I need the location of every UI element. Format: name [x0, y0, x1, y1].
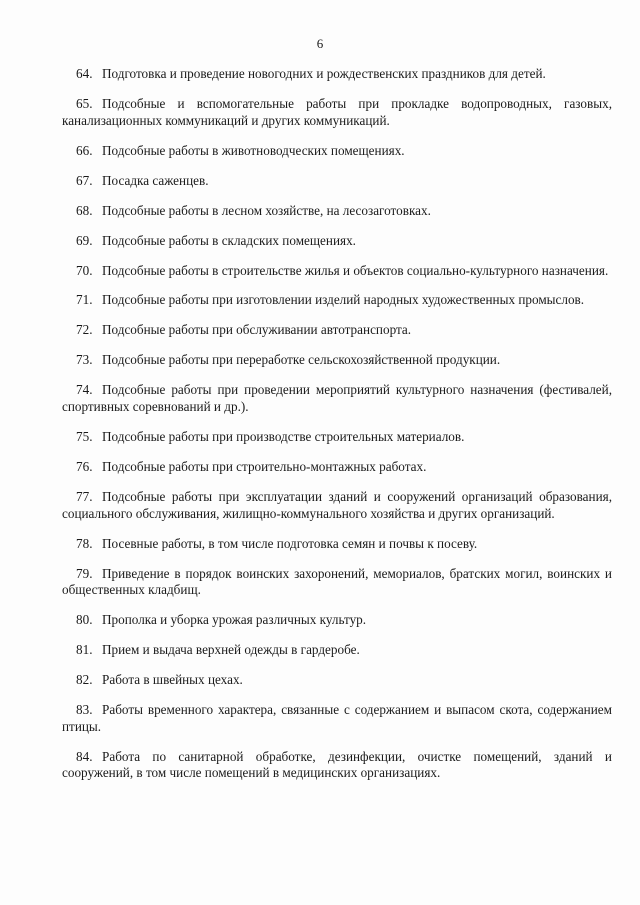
- list-item-number: 75.: [76, 429, 93, 445]
- list-item-number: 70.: [76, 262, 93, 278]
- list-item-text: Подсобные работы в складских помещениях.: [102, 232, 356, 248]
- list-item-text: Подсобные работы при переработке сельскохозяйственной продукции.: [102, 352, 501, 368]
- list-item-text: Работа по санитарной обработке, дезинфекции, очистке помещений, зданий и сооружений, в том числе помещений в медицинских организациях.: [62, 748, 612, 781]
- list-item-number: 82.: [76, 672, 93, 688]
- list-item-number: 73.: [76, 352, 93, 368]
- list-item-number: 81.: [76, 642, 93, 658]
- work-list: [62, 66, 612, 795]
- list-item: [62, 566, 612, 599]
- list-item: [62, 489, 612, 522]
- list-item-number: 80.: [76, 612, 93, 628]
- list-item-number: 83.: [76, 702, 93, 718]
- list-item-text: Приведение в порядок воинских захоронений, мемориалов, братских могил, воинских и общественных кладбищ.: [62, 565, 612, 598]
- list-item: [62, 459, 612, 476]
- list-item-text: Подсобные работы в строительстве жилья и объектов социально-культурного назначения.: [102, 262, 609, 278]
- list-item-text: Подсобные работы при изготовлении изделий народных художественных промыслов.: [102, 292, 585, 308]
- list-item: [62, 536, 612, 553]
- list-item-number: 84.: [76, 748, 93, 764]
- list-item-text: Посадка саженцев.: [102, 172, 209, 188]
- page-number: 6: [316, 36, 324, 51]
- list-item-number: 67.: [76, 172, 93, 188]
- list-item: [62, 203, 612, 220]
- list-item-number: 65.: [76, 95, 93, 111]
- list-item: [62, 143, 612, 160]
- list-item: [62, 429, 612, 446]
- list-item-text: Подсобные работы при строительно-монтажных работах.: [102, 459, 427, 474]
- list-item: [62, 292, 612, 309]
- list-item-text: Посевные работы, в том числе подготовка семян и почвы к посеву.: [102, 535, 478, 551]
- list-item-number: 77.: [76, 488, 93, 504]
- list-item: [62, 233, 612, 250]
- list-item-text: Подсобные и вспомогательные работы при прокладке водопроводных, газовых, канализационных коммуникаций и других коммуникаций.: [62, 95, 612, 128]
- list-item-text: Работы временного характера, связанные с содержанием и выпасом скота, содержанием птицы.: [62, 702, 612, 734]
- list-item: [62, 66, 612, 83]
- list-item-text: Подсобные работы при эксплуатации зданий и сооружений организаций образования, социального обслуживания, жилищно-коммунального хозяйства и других организаций.: [62, 488, 612, 521]
- list-item: [62, 382, 612, 415]
- list-item: [62, 702, 612, 735]
- list-item-text: Подсобные работы в лесном хозяйстве, на лесозаготовках.: [102, 202, 431, 218]
- list-item-text: Подсобные работы при проведении мероприятий культурного назначения (фестивалей, спортивных соревнований и др.).: [62, 382, 612, 415]
- list-item-number: 71.: [76, 292, 93, 308]
- list-item: [62, 749, 612, 782]
- list-item: [62, 96, 612, 129]
- list-item: [62, 612, 612, 629]
- list-item-text: Подсобные работы в животноводческих помещениях.: [102, 142, 405, 158]
- list-item: [62, 642, 612, 659]
- list-item-number: 76.: [76, 459, 93, 474]
- list-item: [62, 352, 612, 369]
- list-item-number: 64.: [76, 66, 93, 81]
- list-item-text: Подготовка и проведение новогодних и рождественских праздников для детей.: [102, 66, 546, 81]
- list-item-number: 72.: [76, 322, 93, 338]
- list-item-number: 69.: [76, 232, 93, 248]
- list-item: [62, 263, 612, 280]
- list-item-number: 78.: [76, 535, 93, 551]
- list-item-text: Прополка и уборка урожая различных культур.: [102, 612, 367, 628]
- list-item-text: Подсобные работы при производстве строительных материалов.: [102, 429, 465, 445]
- list-item-text: Работа в швейных цехах.: [102, 672, 243, 688]
- list-item-number: 74.: [76, 382, 93, 398]
- list-item: [62, 672, 612, 689]
- list-item-text: Прием и выдача верхней одежды в гардеробе.: [102, 642, 360, 658]
- list-item-number: 79.: [76, 565, 93, 581]
- list-item: [62, 322, 612, 339]
- list-item: [62, 173, 612, 190]
- list-item-number: 66.: [76, 142, 93, 158]
- list-item-text: Подсобные работы при обслуживании автотранспорта.: [102, 322, 412, 338]
- list-item-number: 68.: [76, 202, 93, 218]
